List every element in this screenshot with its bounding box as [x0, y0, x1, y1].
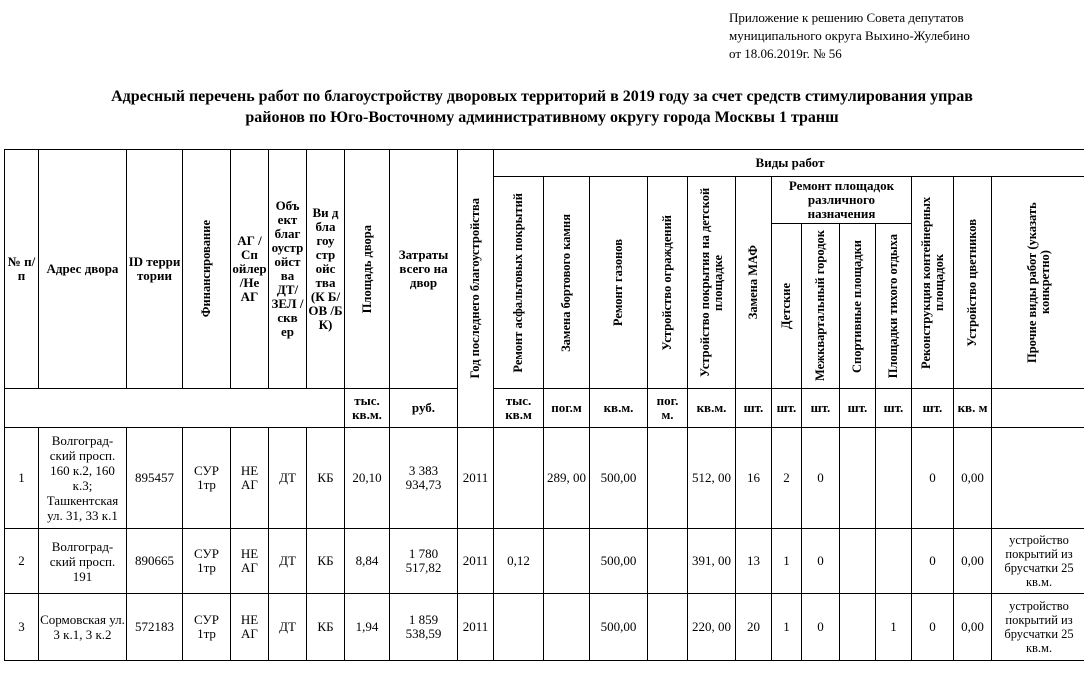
cell-financing: СУР 1тр: [183, 594, 231, 661]
header-ag: АГ /Сп ойлер /Не АГ: [231, 150, 269, 389]
cell-address: Сормовская ул. 3 к.1, 3 к.2: [39, 594, 127, 661]
unit-flowerbeds: кв. м: [954, 389, 992, 428]
table-row: [5, 428, 1084, 529]
unit-cost: руб.: [390, 389, 458, 428]
cell-fence: [648, 529, 688, 594]
header-financing-text: Финансирование: [199, 220, 213, 318]
header-kids: [772, 224, 802, 389]
header-playground-cover: [688, 177, 736, 389]
header-asphalt: [494, 177, 544, 389]
unit-quiet: шт.: [876, 389, 912, 428]
header-quiet: [876, 224, 912, 389]
table-row: [5, 594, 1084, 661]
header-works-group: Виды работ: [494, 150, 1084, 177]
header-address: Адрес двора: [39, 150, 127, 389]
unit-spacer: [5, 389, 345, 428]
cell-other: устройство покрытий из брусчатки 25 кв.м.: [992, 594, 1084, 661]
unit-asphalt: тыс. кв.м: [494, 389, 544, 428]
approval-line-1: Приложение к решению Совета депутатов: [729, 10, 964, 25]
cell-asphalt: [494, 594, 544, 661]
approval-line-3: от 18.06.2019г. № 56: [729, 46, 842, 61]
header-sports-text: Спортивные площадки: [850, 239, 864, 373]
cell-asphalt: 0,12: [494, 529, 544, 594]
cell-sports: [840, 428, 876, 529]
cell-flowerbeds: 0,00: [954, 428, 992, 529]
unit-other: [992, 389, 1084, 428]
cell-year: 2011: [458, 594, 494, 661]
cell-lawn: 500,00: [590, 594, 648, 661]
cell-other: устройство покрытий из брусчатки 25 кв.м.: [992, 529, 1084, 594]
header-sports: [840, 224, 876, 389]
cell-quiet: [876, 529, 912, 594]
header-year-text: Год последнего благоустройства: [468, 198, 482, 379]
unit-interblock: шт.: [802, 389, 840, 428]
unit-container: шт.: [912, 389, 954, 428]
cell-num: 2: [5, 529, 39, 594]
cell-year: 2011: [458, 428, 494, 529]
table-row: [5, 529, 1084, 594]
cell-type: КБ: [307, 529, 345, 594]
unit-fence: пог. м.: [648, 389, 688, 428]
unit-maf: шт.: [736, 389, 772, 428]
unit-kids: шт.: [772, 389, 802, 428]
cell-object: ДТ: [269, 529, 307, 594]
cell-cost: 1 859 538,59: [390, 594, 458, 661]
works-table: [4, 149, 1084, 661]
cell-curb: [544, 594, 590, 661]
unit-sports: шт.: [840, 389, 876, 428]
cell-other: [992, 428, 1084, 529]
cell-type: КБ: [307, 594, 345, 661]
cell-kids: 2: [772, 428, 802, 529]
cell-maf: 16: [736, 428, 772, 529]
cell-playground-cover: 220, 00: [688, 594, 736, 661]
cell-fence: [648, 428, 688, 529]
header-playground-cover-text: Устройство покрытия на детской площадке: [697, 187, 725, 378]
cell-area: 1,94: [345, 594, 390, 661]
header-container-text: Реконструкция контейнерных площадок: [918, 196, 946, 369]
cell-area: 8,84: [345, 529, 390, 594]
cell-interblock: 0: [802, 594, 840, 661]
unit-lawn: кв.м.: [590, 389, 648, 428]
cell-sports: [840, 529, 876, 594]
cell-sports: [840, 594, 876, 661]
cell-fence: [648, 594, 688, 661]
header-quiet-text: Площадки тихого отдыха: [886, 233, 900, 379]
cell-cost: 1 780 517,82: [390, 529, 458, 594]
cell-kids: 1: [772, 594, 802, 661]
cell-id: 895457: [127, 428, 183, 529]
approval-line-2: муниципального округа Выхино-Жулебино: [729, 28, 970, 43]
cell-maf: 13: [736, 529, 772, 594]
cell-address: Волгоград-ский просп. 160 к.2, 160 к.3; Ташкентская ул. 31, 33 к.1: [39, 428, 127, 529]
cell-curb: [544, 529, 590, 594]
cell-playground-cover: 512, 00: [688, 428, 736, 529]
header-year: [458, 150, 494, 428]
cell-maf: 20: [736, 594, 772, 661]
header-area-text: Площадь двора: [359, 224, 374, 314]
cell-ag: НЕ АГ: [231, 529, 269, 594]
header-flowerbeds-text: Устройство цветников: [965, 218, 979, 347]
header-fence-text: Устройство ограждений: [660, 214, 674, 351]
cell-interblock: 0: [802, 428, 840, 529]
title-line-1: Адресный перечень работ по благоустройству дворовых территорий в 2019 году за счет средств стимулирования управ: [111, 88, 973, 105]
cell-flowerbeds: 0,00: [954, 594, 992, 661]
header-cost: Затраты всего на двор: [390, 150, 458, 389]
cell-container: 0: [912, 428, 954, 529]
header-flowerbeds: [954, 177, 992, 389]
cell-type: КБ: [307, 428, 345, 529]
cell-area: 20,10: [345, 428, 390, 529]
cell-object: ДТ: [269, 428, 307, 529]
header-id: ID терри тории: [127, 150, 183, 389]
cell-asphalt: [494, 428, 544, 529]
unit-curb: пог.м: [544, 389, 590, 428]
header-maf-text: Замена МАФ: [746, 245, 760, 320]
cell-financing: СУР 1тр: [183, 529, 231, 594]
cell-curb: 289, 00: [544, 428, 590, 529]
header-other-text: Прочие виды работ (указать конкретно): [1025, 202, 1052, 363]
cell-lawn: 500,00: [590, 529, 648, 594]
cell-address: Волгоград-ский просп. 191: [39, 529, 127, 594]
header-num: № п/п: [5, 150, 39, 389]
cell-quiet: [876, 428, 912, 529]
header-other: [992, 177, 1084, 389]
header-type: Ви д бла гоу стр ойс тва (К Б/ ОВ /Б К): [307, 150, 345, 389]
header-interblock: [802, 224, 840, 389]
cell-interblock: 0: [802, 529, 840, 594]
header-fence: [648, 177, 688, 389]
header-interblock-text: Межквартальный городок: [813, 230, 827, 382]
header-asphalt-text: Ремонт асфальтовых покрытий: [511, 192, 525, 373]
header-financing: [183, 150, 231, 389]
unit-area: тыс. кв.м.: [345, 389, 390, 428]
cell-ag: НЕ АГ: [231, 428, 269, 529]
cell-cost: 3 383 934,73: [390, 428, 458, 529]
unit-playground-cover: кв.м.: [688, 389, 736, 428]
header-curb-text: Замена бортового камня: [559, 213, 573, 352]
title-line-2: районов по Юго-Восточному административному округу города Москвы 1 транш: [245, 109, 839, 126]
cell-id: 572183: [127, 594, 183, 661]
header-object: Объ ект благ оустр ойст ва ДТ/ ЗЕЛ /скв ер: [269, 150, 307, 389]
header-lawn-text: Ремонт газонов: [611, 238, 625, 327]
cell-id: 890665: [127, 529, 183, 594]
cell-financing: СУР 1тр: [183, 428, 231, 529]
header-maf: [736, 177, 772, 389]
cell-kids: 1: [772, 529, 802, 594]
header-repair-group: Ремонт площадок различного назначения: [772, 177, 912, 224]
cell-quiet: 1: [876, 594, 912, 661]
header-area: [345, 150, 390, 389]
cell-playground-cover: 391, 00: [688, 529, 736, 594]
header-kids-text: Детские: [779, 282, 793, 330]
cell-lawn: 500,00: [590, 428, 648, 529]
header-curb: [544, 177, 590, 389]
approval-note: [729, 9, 1069, 63]
cell-container: 0: [912, 529, 954, 594]
cell-num: 3: [5, 594, 39, 661]
cell-year: 2011: [458, 529, 494, 594]
cell-container: 0: [912, 594, 954, 661]
cell-ag: НЕ АГ: [231, 594, 269, 661]
cell-flowerbeds: 0,00: [954, 529, 992, 594]
cell-object: ДТ: [269, 594, 307, 661]
document-title: [0, 86, 1084, 128]
cell-num: 1: [5, 428, 39, 529]
header-lawn: [590, 177, 648, 389]
header-container: [912, 177, 954, 389]
